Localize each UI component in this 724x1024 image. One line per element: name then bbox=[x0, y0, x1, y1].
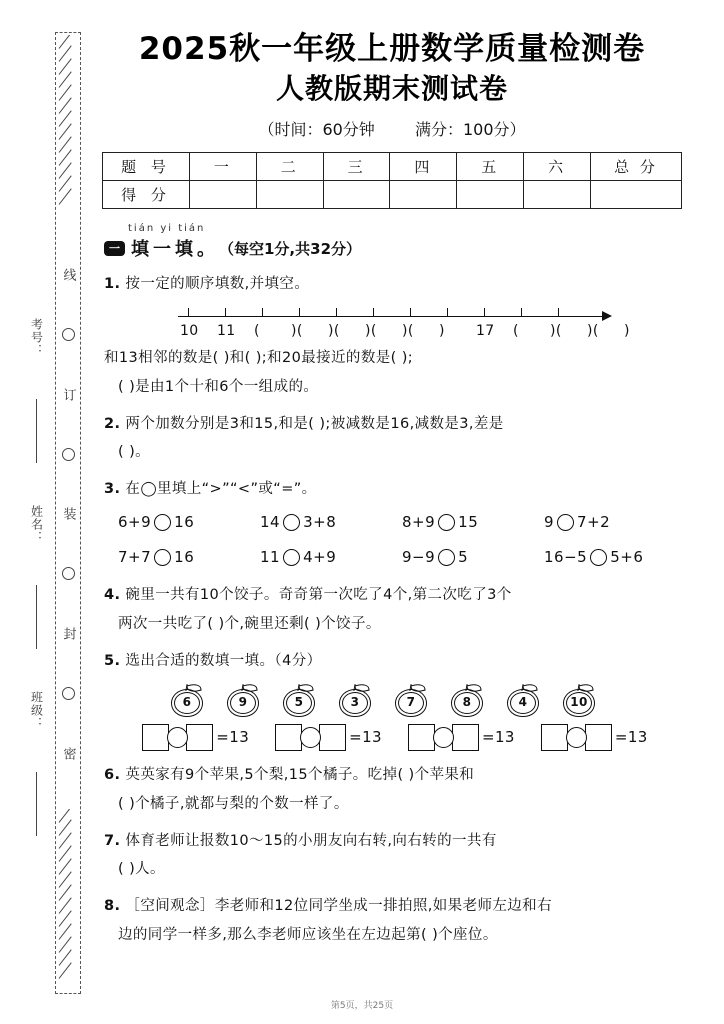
equation-result: =13 bbox=[349, 728, 382, 747]
score-entry-1[interactable] bbox=[190, 181, 257, 209]
question-7-line-b-text: ( )人。 bbox=[118, 861, 165, 878]
section-heading bbox=[104, 235, 692, 261]
question-2-line-b-text: ( )。 bbox=[118, 444, 151, 461]
exam-number-label: 考号： bbox=[29, 317, 44, 357]
seal-ring-icon bbox=[62, 567, 75, 580]
equation-group bbox=[142, 723, 249, 752]
question-6-number: 6. bbox=[104, 767, 121, 784]
apple-number: 9 bbox=[230, 692, 256, 714]
student-name-label: 姓名： bbox=[29, 504, 44, 544]
equation-operator-circle[interactable] bbox=[167, 727, 188, 748]
score-col-total: 总 分 bbox=[591, 153, 682, 181]
comparison-item bbox=[260, 508, 402, 537]
comparison-left: 16−5 bbox=[544, 547, 588, 566]
seal-char-xian: 线 bbox=[60, 267, 76, 281]
comparison-circle-input[interactable] bbox=[438, 549, 455, 566]
score-entry-5[interactable] bbox=[457, 181, 524, 209]
apple-number: 4 bbox=[510, 692, 536, 714]
question-5 bbox=[92, 647, 692, 753]
apple-number: 6 bbox=[174, 692, 200, 714]
question-8-number: 8. bbox=[104, 898, 121, 915]
section-title: 填一填。 bbox=[131, 239, 219, 261]
question-4-line-a bbox=[104, 581, 692, 609]
score-entry-2[interactable] bbox=[256, 181, 323, 209]
full-score-label: 满分：100分） bbox=[415, 120, 526, 140]
question-3-text: 在◯里填上“>”“<”或“=”。 bbox=[125, 481, 317, 498]
comparison-circle-input[interactable] bbox=[154, 549, 171, 566]
section-pinyin: tián yi tián bbox=[128, 223, 206, 235]
comparison-circle-input[interactable] bbox=[154, 514, 171, 531]
question-6-text: 英英家有9个苹果,5个梨,15个橘子。吃掉( )个苹果和 bbox=[125, 767, 475, 784]
apple-number: 10 bbox=[566, 692, 592, 714]
apple-number: 8 bbox=[454, 692, 480, 714]
apple-number-choices bbox=[104, 683, 692, 717]
number-line-value: 17 bbox=[476, 323, 495, 340]
class-label: 班级： bbox=[29, 691, 44, 731]
seal-hatching-bottom bbox=[56, 809, 80, 991]
equation-group bbox=[541, 723, 648, 752]
question-6 bbox=[92, 761, 692, 818]
apple-number: 7 bbox=[398, 692, 424, 714]
comparison-item bbox=[544, 543, 686, 572]
comparison-item bbox=[118, 543, 260, 572]
equation-box-right[interactable] bbox=[186, 724, 213, 751]
question-1-stem bbox=[104, 270, 692, 298]
comparison-right: 5 bbox=[458, 547, 469, 566]
question-4-text: 碗里一共有10个饺子。奇奇第一次吃了4个,第二次吃了3个 bbox=[125, 587, 512, 604]
question-3-number: 3. bbox=[104, 481, 121, 498]
apple-choice[interactable] bbox=[170, 683, 204, 717]
page-title: 2025秋一年级上册数学质量检测卷 bbox=[138, 31, 646, 67]
student-info-column bbox=[20, 300, 54, 860]
score-table-entry-row bbox=[103, 181, 682, 209]
number-line-labels bbox=[178, 318, 630, 340]
question-2 bbox=[92, 410, 692, 467]
equation-operator-circle[interactable] bbox=[566, 727, 587, 748]
question-1-number: 1. bbox=[104, 276, 121, 293]
comparison-item bbox=[118, 508, 260, 537]
question-8-line-b-text: 边的同学一样多,那么李老师应该坐在左边起第( )个座位。 bbox=[118, 926, 498, 943]
number-line-tick bbox=[188, 308, 189, 317]
question-4 bbox=[92, 581, 692, 638]
score-entry-4[interactable] bbox=[390, 181, 457, 209]
number-line-blank[interactable]: )( bbox=[587, 323, 599, 340]
comparison-row-1 bbox=[118, 508, 692, 537]
score-col-6: 六 bbox=[524, 153, 591, 181]
comparison-left: 7+7 bbox=[118, 547, 152, 566]
seal-ring-icon bbox=[62, 687, 75, 700]
comparison-circle-input[interactable] bbox=[590, 549, 607, 566]
number-line-value: 10 bbox=[180, 323, 199, 340]
section-one bbox=[92, 223, 692, 261]
question-4-number: 4. bbox=[104, 587, 121, 604]
comparison-right: 7+2 bbox=[577, 512, 611, 531]
class-rule bbox=[36, 772, 38, 836]
apple-choice[interactable] bbox=[450, 683, 484, 717]
equation-row bbox=[104, 723, 692, 752]
equation-result: =13 bbox=[216, 728, 250, 747]
question-1-text: 按一定的顺序填数,并填空。 bbox=[125, 276, 310, 293]
question-5-text: 选出合适的数填一填。（4分） bbox=[125, 652, 322, 669]
comparison-grid bbox=[104, 508, 692, 573]
number-line-blank[interactable]: )( bbox=[402, 323, 414, 340]
equation-box-left[interactable] bbox=[142, 724, 169, 751]
page-subtitle: 人教版期末测试卷 bbox=[275, 71, 508, 105]
comparison-right: 3+8 bbox=[303, 512, 337, 531]
comparison-left: 11 bbox=[260, 547, 281, 566]
section-points: （每空1分,共32分） bbox=[219, 239, 362, 258]
score-table bbox=[102, 152, 682, 209]
number-line-blank[interactable]: ) bbox=[624, 323, 630, 340]
question-5-number: 5. bbox=[104, 652, 121, 669]
equation-box-left[interactable] bbox=[408, 724, 435, 751]
score-entry-total[interactable] bbox=[591, 181, 682, 209]
number-line-tick bbox=[447, 308, 448, 317]
score-entry-3[interactable] bbox=[323, 181, 390, 209]
question-1 bbox=[92, 270, 692, 401]
number-line-tick bbox=[373, 308, 374, 317]
question-8 bbox=[92, 892, 692, 949]
number-line-tick bbox=[521, 308, 522, 317]
comparison-right: 5+6 bbox=[610, 547, 644, 566]
question-8-text: ［空间观念］李老师和12位同学坐成一排拍照,如果老师左边和右 bbox=[125, 898, 552, 915]
comparison-circle-input[interactable] bbox=[557, 514, 574, 531]
number-line-value: 11 bbox=[217, 323, 236, 340]
comparison-row-2 bbox=[118, 543, 692, 572]
number-line-tick bbox=[262, 308, 263, 317]
number-line-blank[interactable]: ( bbox=[513, 323, 519, 340]
seal-char-feng: 封 bbox=[60, 627, 76, 641]
seal-char-mi: 密 bbox=[60, 747, 76, 761]
score-col-3: 三 bbox=[323, 153, 390, 181]
question-7-line-b bbox=[104, 855, 692, 883]
time-limit-label: （时间：60分钟 bbox=[258, 120, 375, 140]
question-6-line-b bbox=[104, 790, 692, 818]
equation-box-left[interactable] bbox=[275, 724, 302, 751]
number-line-tick bbox=[484, 308, 485, 317]
equation-box-right[interactable] bbox=[585, 724, 612, 751]
number-line-tick bbox=[336, 308, 337, 317]
number-line-blank[interactable]: )( bbox=[291, 323, 303, 340]
apple-choice[interactable] bbox=[506, 683, 540, 717]
question-1-line-a: 和13相邻的数是( )和( );和20最接近的数是( ); bbox=[104, 350, 414, 367]
apple-choice[interactable] bbox=[226, 683, 260, 717]
comparison-item bbox=[260, 543, 402, 572]
apple-number: 3 bbox=[342, 692, 368, 714]
equation-group bbox=[275, 723, 382, 752]
question-2-number: 2. bbox=[104, 415, 121, 432]
question-8-line-b bbox=[104, 921, 692, 949]
number-line-blank[interactable]: )( bbox=[365, 323, 377, 340]
exam-page bbox=[92, 30, 692, 949]
question-3-stem bbox=[104, 475, 692, 503]
score-table-label-question: 题 号 bbox=[103, 153, 190, 181]
apple-choice[interactable] bbox=[282, 683, 316, 717]
exam-number-rule bbox=[36, 399, 38, 463]
number-line-tick bbox=[558, 308, 559, 317]
seal-line-margin bbox=[55, 32, 81, 994]
section-number-badge: 一 bbox=[104, 241, 125, 256]
seal-ring-icon bbox=[62, 328, 75, 341]
number-line-blank[interactable]: ) bbox=[439, 323, 445, 340]
question-8-line-a bbox=[104, 892, 692, 920]
comparison-item bbox=[402, 543, 544, 572]
seal-character-stack bbox=[56, 221, 80, 807]
score-col-1: 一 bbox=[190, 153, 257, 181]
question-2-text: 两个加数分别是3和15,和是( );被减数是16,减数是3,差是 bbox=[125, 415, 504, 432]
question-7-line-a bbox=[104, 827, 692, 855]
number-line-tick bbox=[410, 308, 411, 317]
equation-box-right[interactable] bbox=[319, 724, 346, 751]
comparison-left: 9−9 bbox=[402, 547, 436, 566]
question-6-line-b-text: ( )个橘子,就都与梨的个数一样了。 bbox=[118, 795, 349, 812]
question-2-line-a bbox=[104, 410, 692, 438]
apple-choice[interactable] bbox=[394, 683, 428, 717]
comparison-circle-input[interactable] bbox=[283, 514, 300, 531]
question-7 bbox=[92, 827, 692, 884]
number-line-blank[interactable]: )( bbox=[328, 323, 340, 340]
equation-result: =13 bbox=[482, 728, 515, 747]
question-4-line-b-text: 两次一共吃了( )个,碗里还剩( )个饺子。 bbox=[118, 615, 381, 632]
seal-hatching-top bbox=[56, 35, 80, 217]
comparison-right: 16 bbox=[174, 547, 195, 566]
question-7-number: 7. bbox=[104, 832, 121, 849]
number-line-figure bbox=[104, 306, 692, 342]
number-line-tick bbox=[299, 308, 300, 317]
question-1-line-b bbox=[104, 373, 692, 401]
apple-choice[interactable] bbox=[338, 683, 372, 717]
comparison-right: 16 bbox=[174, 512, 195, 531]
comparison-circle-input[interactable] bbox=[438, 514, 455, 531]
comparison-left: 14 bbox=[260, 512, 281, 531]
comparison-item bbox=[544, 508, 686, 537]
student-name-rule bbox=[36, 585, 38, 649]
page-footer: 第5页，共25页 bbox=[330, 1001, 394, 1011]
apple-choice[interactable] bbox=[562, 683, 596, 717]
question-1-line-b-text: ( )是由1个十和6个一组成的。 bbox=[118, 378, 319, 395]
question-2-line-b bbox=[104, 438, 692, 466]
equation-operator-circle[interactable] bbox=[300, 727, 321, 748]
comparison-right: 4+9 bbox=[303, 547, 337, 566]
score-col-5: 五 bbox=[457, 153, 524, 181]
apple-number: 5 bbox=[286, 692, 312, 714]
question-5-stem bbox=[104, 647, 692, 675]
score-entry-6[interactable] bbox=[524, 181, 591, 209]
comparison-item bbox=[402, 508, 544, 537]
number-line-tick bbox=[225, 308, 226, 317]
question-7-text: 体育老师让报数10～15的小朋友向右转,向右转的一共有 bbox=[125, 832, 497, 849]
seal-char-ding: 订 bbox=[60, 387, 76, 401]
comparison-left: 8+9 bbox=[402, 512, 436, 531]
comparison-left: 6+9 bbox=[118, 512, 152, 531]
question-4-line-b bbox=[104, 610, 692, 638]
equation-box-left[interactable] bbox=[541, 724, 568, 751]
exam-meta bbox=[92, 117, 692, 140]
equation-group bbox=[408, 723, 515, 752]
number-line-blank[interactable]: )( bbox=[550, 323, 562, 340]
score-table-label-score: 得 分 bbox=[103, 181, 190, 209]
question-3 bbox=[92, 475, 692, 572]
score-col-4: 四 bbox=[390, 153, 457, 181]
comparison-right: 15 bbox=[458, 512, 479, 531]
question-6-line-a bbox=[104, 761, 692, 789]
comparison-circle-input[interactable] bbox=[283, 549, 300, 566]
comparison-left: 9 bbox=[544, 512, 555, 531]
number-line-blank[interactable]: ( bbox=[254, 323, 260, 340]
equation-operator-circle[interactable] bbox=[433, 727, 454, 748]
equation-box-right[interactable] bbox=[452, 724, 479, 751]
seal-ring-icon bbox=[62, 448, 75, 461]
number-line-axis bbox=[178, 306, 610, 318]
score-col-2: 二 bbox=[256, 153, 323, 181]
score-table-header-row bbox=[103, 153, 682, 181]
seal-char-zhuang: 装 bbox=[60, 507, 76, 521]
equation-result: =13 bbox=[614, 728, 648, 747]
